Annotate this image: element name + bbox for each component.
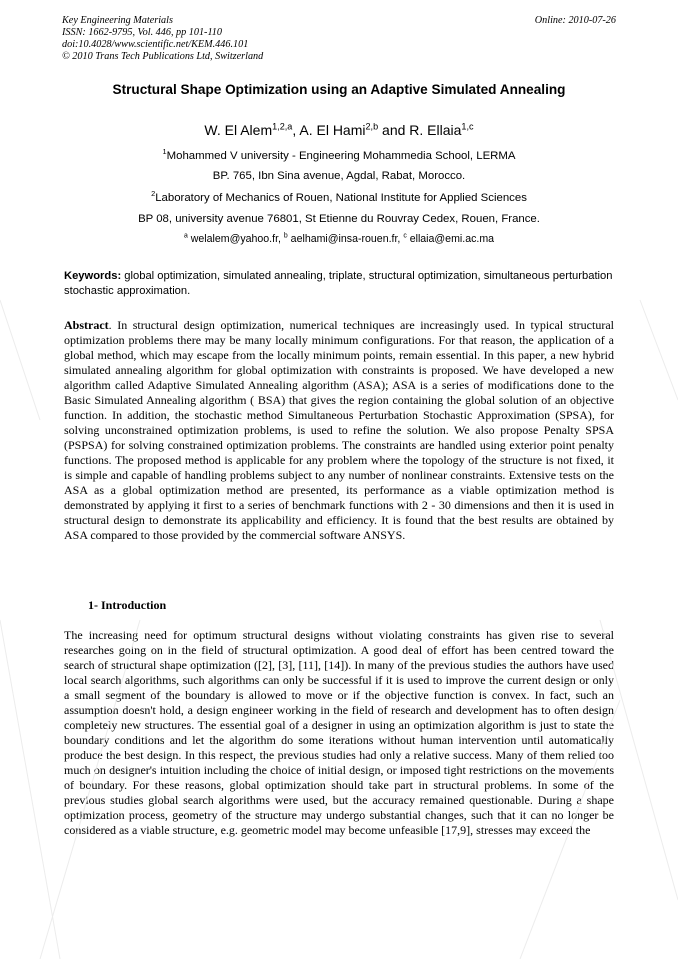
affiliation-2-line-2: BP 08, university avenue 76801, St Etienne du Rouvray Cedex, Rouen, France. [138,213,540,225]
author-name: A. El Hami [299,122,366,138]
email-superscript: b [283,232,288,240]
abstract-label: Abstract [64,318,109,332]
journal-header [62,15,263,63]
email-link[interactable]: aelhami@insa-rouen.fr, [287,233,404,245]
author-emails [0,233,678,245]
keywords-block [64,269,614,298]
journal-issn: ISSN: 1662-9795, Vol. 446, pp 101-110 [62,27,222,38]
online-date: Online: 2010-07-26 [534,15,616,26]
paper-title: Structural Shape Optimization using an Adaptive Simulated Annealing [112,82,566,97]
author-list [0,122,678,138]
email-link[interactable]: welalem@yahoo.fr, [187,233,284,245]
abstract-block [64,318,614,543]
affiliation-1-line-1 [0,147,678,162]
keywords-text: global optimization, simulated annealing, triplate, structural optimization, simultaneous perturbation stochastic approximation. [64,270,613,297]
author-superscript: 2,b [365,121,379,132]
affiliation-text: Laboratory of Mechanics of Rouen, National Institute for Applied Sciences [155,192,527,204]
author-superscript: 1,2,a [272,121,293,132]
author-separator: , [292,122,300,138]
affiliation-1-line-2: BP. 765, Ibn Sina avenue, Agdal, Rabat, Morocco. [212,170,466,182]
author-name: R. Ellaia [409,122,462,138]
affiliation-superscript: 2 [151,189,156,199]
introduction-text: The increasing need for optimum structural designs without violating constraints has given rise to several researches going on in the field of structural optimization. A good deal of effort has been centred toward the search of structural shape optimization ([2], [3], [11], [14]). In many of the previous studies the authors have used local search algorithms, such algorithms can only be successful if it is used to improve the current design or only a small segment of the boundary is allowed to move or if the objective function is convex. In fact, such an assumption doesn't hold, a design engineer working in the field of research and development has to often design completely new structures. The essential goal of a designer in using an optimization algorithm is just to state the boundary conditions and let the algorithm do some iterations without human intervention until automatically produce the best design. In this respect, the previous studies had only a relative success. Many of them relied too much on designer's intuition including the choice of initial design, or imposed tight restrictions on the movements of boundary. For these reasons, global optimization should take part in structural problems. In some of the previous studies global search algorithms were used, but the accuracy remained questionable. During a shape optimization process, geometry of the structure may undergo substantial changes, such that it can no longer be considered as a viable structure, e.g. geometric model may become unfeasible [17,9], stresses may exceed the [64,628,614,837]
email-link[interactable]: ellaia@emi.ac.ma [406,233,495,245]
journal-doi: doi:10.4028/www.scientific.net/KEM.446.101 [62,39,249,50]
author-superscript: 1,c [461,121,474,132]
journal-copyright: © 2010 Trans Tech Publications Ltd, Switzerland [62,51,264,62]
author-name: W. El Alem [204,122,273,138]
keywords-label: Keywords: [64,270,122,282]
affiliation-superscript: 1 [162,147,167,157]
author-separator: and [378,122,410,138]
journal-name: Key Engineering Materials [62,15,173,26]
email-superscript: c [403,232,407,240]
abstract-text: . In structural design optimization, numerical techniques are increasingly used. In typical structural optimization problems there may be many locally minimum configurations. For that reason, the application of a global method, which may escape from the locally minimum points, remain essential. In this paper, a new hybrid simulated annealing algorithm for global optimization with constraints is proposed. We have developed a new algorithm called Adaptive Simulated Annealing algorithm (ASA); ASA is a series of modifications done to the Basic Simulated Annealing algorithm ( BSA) that gives the region containing the global solution of an objective function. In addition, the stochastic method Simultaneous Perturbation Stochastic Approximation (SPSA), for solving unconstrained optimization problems, is used to refine the solution. We also propose Penalty SPSA (PSPSA) for solving constrained optimization problems. The constraints are handled using exterior point penalty functions. The proposed method is applicable for any problem where the topology of the structure is not fixed, it is simple and capable of handling problems subject to any number of nonlinear constraints. Extensive tests on the ASA as a global optimization method are presented, its performance as a viable optimization method is demonstrated by applying it first to a series of benchmark functions with 2 - 30 dimensions and then it is used in structural design to demonstrate its applicability and efficiency. It is found that the best results are obtained by ASA compared to those provided by the commercial software ANSYS. [64,318,614,542]
section-heading-introduction: 1- Introduction [88,598,167,612]
affiliation-text: Mohammed V university - Engineering Mohammedia School, LERMA [166,150,516,162]
email-superscript: a [183,232,188,240]
affiliation-2-line-1 [0,189,678,204]
